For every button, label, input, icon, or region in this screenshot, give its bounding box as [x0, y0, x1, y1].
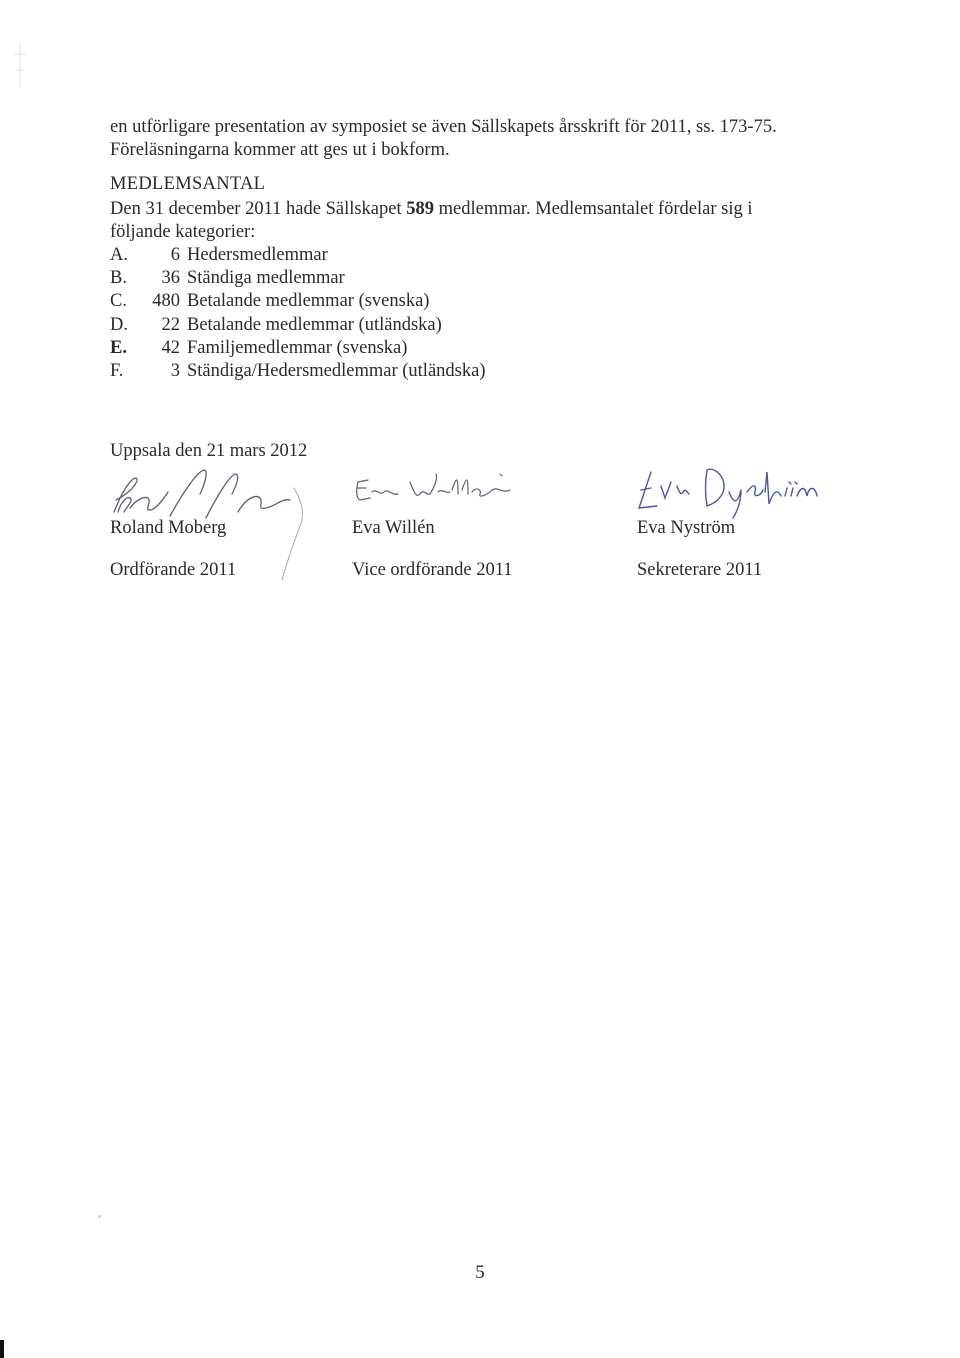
- category-label: Betalande medlemmar (utländska): [187, 314, 442, 335]
- category-item: [110, 360, 485, 383]
- category-label: Betalande medlemmar (svenska): [187, 291, 430, 312]
- category-item: [110, 267, 485, 290]
- member-total: 589: [406, 199, 434, 219]
- category-letter: F.: [110, 361, 124, 382]
- members-line-1-end: medlemmar. Medlemsantalet fördelar sig i: [434, 199, 753, 219]
- intro-line-2: Föreläsningarna kommer att ges ut i bokform.: [110, 140, 450, 160]
- scan-speck: [98, 1215, 101, 1218]
- category-count: 3: [170, 361, 180, 382]
- signature-block-secretary: [637, 462, 877, 588]
- signatory-name: Eva Nyström: [637, 518, 736, 538]
- place-date: Uppsala den 21 mars 2012: [110, 441, 308, 461]
- signatory-role: Sekreterare 2011: [637, 560, 763, 580]
- members-line-1: [110, 198, 753, 221]
- intro-paragraph: [110, 116, 777, 162]
- category-letter: A.: [110, 245, 128, 265]
- category-count: 480: [152, 291, 180, 312]
- intro-line-1: en utförligare presentation av symposiet se även Sällskapets årsskrift för 2011, ss. 173-75.: [110, 117, 777, 137]
- category-count: 42: [161, 337, 180, 358]
- category-label: Ständiga/Hedersmedlemmar (utländska): [187, 361, 486, 382]
- signatory-name: Roland Moberg: [110, 518, 227, 538]
- category-letter: B.: [110, 268, 127, 289]
- category-item: [110, 290, 485, 313]
- members-line-2: följande kategorier:: [110, 222, 256, 242]
- scan-edge-mark: [0, 1340, 4, 1358]
- category-item: [110, 314, 485, 337]
- section-heading: MEDLEMSANTAL: [110, 174, 266, 194]
- signatory-role: Vice ordförande 2011: [352, 560, 513, 580]
- category-count: 6: [170, 245, 180, 265]
- category-label: Ständiga medlemmar: [187, 268, 345, 289]
- category-count: 36: [161, 268, 180, 289]
- signature-block-chair: [110, 468, 330, 588]
- signature-block-vice-chair: [352, 468, 572, 588]
- signatory-role: Ordförande 2011: [110, 560, 237, 580]
- members-line-1-start: Den 31 december 2011 hade Sällskapet: [110, 199, 407, 219]
- category-item: [110, 337, 485, 360]
- page-number: 5: [475, 1262, 485, 1283]
- members-paragraph: [110, 198, 753, 244]
- category-letter: E.: [110, 337, 127, 358]
- category-letter: D.: [110, 314, 128, 335]
- category-list: [110, 244, 485, 383]
- category-label: Familjemedlemmar (svenska): [187, 337, 408, 358]
- category-label: Hedersmedlemmar: [187, 245, 328, 265]
- category-letter: C.: [110, 291, 127, 312]
- signatory-name: Eva Willén: [352, 518, 435, 538]
- category-count: 22: [161, 314, 180, 335]
- scan-artifact: [10, 40, 30, 90]
- category-item: [110, 244, 485, 267]
